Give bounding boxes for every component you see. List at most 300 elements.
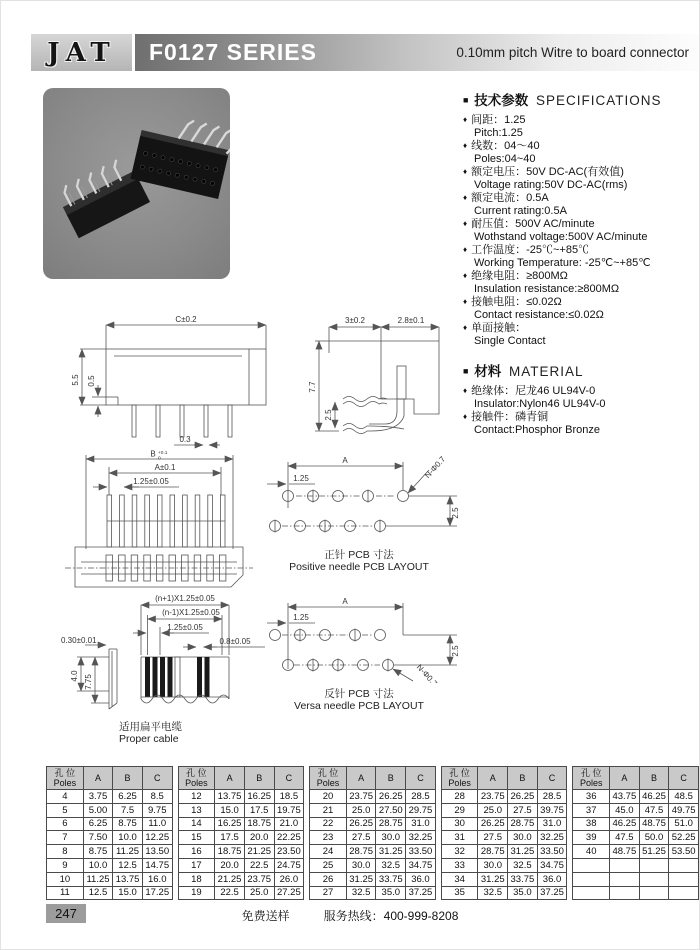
- table-row: [441, 886, 567, 900]
- table-row: [310, 803, 436, 817]
- table-row: [47, 872, 173, 886]
- table-cell: 23.50: [274, 845, 304, 859]
- table-row: [310, 831, 436, 845]
- table-cell: 26: [310, 872, 347, 886]
- table-row: [47, 858, 173, 872]
- table-cell: 20.0: [244, 831, 274, 845]
- table-cell: 35.0: [508, 886, 538, 900]
- spec-item: [463, 385, 700, 410]
- product-photo: [43, 88, 230, 279]
- table-cell: [573, 872, 610, 886]
- table-row: [441, 858, 567, 872]
- table-cell: 5.00: [83, 803, 112, 817]
- table-row: [573, 845, 699, 859]
- table-cell: 4: [47, 790, 84, 804]
- material-heading-zh: 材料: [474, 364, 502, 379]
- table-row: [441, 845, 567, 859]
- table-cell: 33.50: [537, 845, 567, 859]
- col-header-c: C: [669, 767, 699, 790]
- table-cell: 29: [441, 803, 478, 817]
- col-header-b: B: [113, 767, 143, 790]
- table-cell: 25.0: [478, 803, 508, 817]
- table-row: [573, 886, 699, 900]
- table-cell: 20.0: [215, 858, 245, 872]
- table-cell: 13: [178, 803, 215, 817]
- table-cell: 26.25: [478, 817, 508, 831]
- material-heading: [463, 360, 700, 380]
- side-view-drawing: [299, 311, 461, 466]
- table-cell: 3.75: [83, 790, 112, 804]
- hotline-text: 服务热线：400-999-8208: [323, 909, 459, 923]
- table-cell: 22.25: [274, 831, 304, 845]
- free-sample-text: 免费送样: [241, 909, 290, 923]
- table-cell: 39: [573, 831, 610, 845]
- table-cell: 6: [47, 817, 84, 831]
- dim-label: (n+1)X1.25±0.05: [155, 594, 215, 603]
- footer-service-line: [1, 907, 699, 924]
- table-cell: 7: [47, 831, 84, 845]
- table-cell: 31: [441, 831, 478, 845]
- col-header-poles: 孔 位 Poles: [441, 767, 478, 790]
- table-cell: 26.25: [508, 790, 538, 804]
- col-header-poles: 孔 位 Poles: [310, 767, 347, 790]
- table-cell: 30: [441, 817, 478, 831]
- page-number: 247: [46, 904, 86, 923]
- table-cell: 17: [178, 858, 215, 872]
- spec-item: [463, 166, 700, 191]
- table-cell: 27.5: [346, 831, 376, 845]
- table-cell: 52.25: [669, 831, 699, 845]
- table-cell: [573, 858, 610, 872]
- spec-text-zh: 绝缘电阻：≥800MΩ: [471, 270, 568, 282]
- spec-text-en: Working Temperature: -25℃~+85℃: [474, 256, 651, 269]
- dim-label: A: [342, 597, 348, 606]
- table-cell: 27: [310, 886, 347, 900]
- diamond-bullet-icon: ♦: [463, 219, 468, 228]
- versa-pcb-caption-zh: 反针 PCB 寸法: [324, 688, 394, 700]
- dim-label: 1.25: [293, 613, 309, 622]
- table-row: [573, 803, 699, 817]
- spec-text-zh: 耐压值：500V AC/minute: [471, 218, 595, 230]
- table-cell: 28.5: [537, 790, 567, 804]
- table-cell: 34.75: [406, 858, 436, 872]
- table-cell: 49.75: [669, 803, 699, 817]
- table-cell: 11.25: [83, 872, 112, 886]
- specifications-list: [463, 114, 700, 347]
- table-cell: 36: [573, 790, 610, 804]
- col-header-c: C: [142, 767, 172, 790]
- dim-label: 2.5: [451, 645, 460, 657]
- col-header-c: C: [406, 767, 436, 790]
- table-cell: 23: [310, 831, 347, 845]
- table-cell: 20: [310, 790, 347, 804]
- material-heading-en: MATERIAL: [508, 364, 584, 379]
- table-cell: 38: [573, 817, 610, 831]
- table-cell: 12.5: [113, 858, 143, 872]
- table-row: [573, 817, 699, 831]
- table-cell: 18: [178, 872, 215, 886]
- poles-dimension-table: [309, 766, 436, 900]
- table-cell: 28.5: [406, 790, 436, 804]
- table-cell: 19.75: [274, 803, 304, 817]
- cable-lines: [77, 605, 265, 709]
- table-cell: 24: [310, 845, 347, 859]
- table-cell: 33: [441, 858, 478, 872]
- table-cell: 31.0: [406, 817, 436, 831]
- spec-text-en: Pitch:1.25: [474, 126, 523, 139]
- table-cell: 31.25: [346, 872, 376, 886]
- table-cell: 48.75: [610, 845, 640, 859]
- spec-text-en: Wothstand voltage:500V AC/minute: [474, 230, 648, 243]
- dim-label: 2.5: [324, 409, 333, 421]
- spec-item: [463, 270, 700, 295]
- spec-text-zh: 额定电压：50V DC-AC(有效值): [471, 166, 624, 178]
- spec-text-zh: 额定电流：0.5A: [471, 192, 549, 204]
- table-row: [441, 872, 567, 886]
- col-header-a: A: [215, 767, 245, 790]
- dim-label: (n-1)X1.25±0.05: [162, 608, 220, 617]
- table-cell: 10.0: [113, 831, 143, 845]
- table-cell: 48.75: [639, 817, 669, 831]
- table-cell: 16.25: [215, 817, 245, 831]
- poles-dimension-table: [572, 766, 699, 900]
- table-cell: 34: [441, 872, 478, 886]
- table-cell: 40: [573, 845, 610, 859]
- table-cell: [669, 872, 699, 886]
- table-cell: 10.0: [83, 858, 112, 872]
- specifications-heading-zh: 技术参数: [474, 93, 529, 108]
- table-cell: 21.0: [274, 817, 304, 831]
- table-row: [310, 858, 436, 872]
- table-row: [178, 831, 304, 845]
- table-cell: 26.25: [376, 790, 406, 804]
- table-cell: 17.5: [244, 803, 274, 817]
- diamond-bullet-icon: ♦: [463, 323, 468, 332]
- dim-label: N-Φ0.7: [414, 662, 439, 683]
- table-cell: 32.25: [537, 831, 567, 845]
- table-cell: 35: [441, 886, 478, 900]
- table-cell: 16: [178, 845, 215, 859]
- dim-label: 2.8±0.1: [397, 316, 425, 325]
- table-cell: 9: [47, 858, 84, 872]
- table-cell: [639, 886, 669, 900]
- table-row: [573, 872, 699, 886]
- table-cell: 28.75: [508, 817, 538, 831]
- specifications-heading-en: SPECIFICATIONS: [535, 93, 662, 108]
- table-cell: 15: [178, 831, 215, 845]
- spec-text-en: Insulation resistance:≥800MΩ: [474, 282, 620, 295]
- table-cell: 29.75: [406, 803, 436, 817]
- poles-dimension-table: [46, 766, 173, 900]
- table-cell: 22.5: [244, 858, 274, 872]
- table-cell: 36.0: [406, 872, 436, 886]
- table-cell: 31.25: [508, 845, 538, 859]
- poles-dimension-table: [178, 766, 305, 900]
- spec-text-zh: 接触电阻：≤0.02Ω: [471, 296, 562, 308]
- table-row: [310, 872, 436, 886]
- table-cell: 30.0: [478, 858, 508, 872]
- table-cell: 7.50: [83, 831, 112, 845]
- table-cell: 13.75: [113, 872, 143, 886]
- table-cell: 35.0: [376, 886, 406, 900]
- table-row: [178, 803, 304, 817]
- table-cell: 8.5: [142, 790, 172, 804]
- table-row: [441, 790, 567, 804]
- table-cell: 15.0: [215, 803, 245, 817]
- dim-label: A±0.1: [154, 463, 176, 472]
- table-row: [47, 817, 173, 831]
- table-cell: 13.75: [215, 790, 245, 804]
- table-cell: 32.5: [376, 858, 406, 872]
- table-cell: 51.0: [669, 817, 699, 831]
- table-row: [441, 817, 567, 831]
- table-row: [178, 817, 304, 831]
- table-cell: 28: [441, 790, 478, 804]
- col-header-a: A: [610, 767, 640, 790]
- side-view-lines: [315, 327, 439, 434]
- table-cell: 47.5: [610, 831, 640, 845]
- dim-label: 1.25±0.05: [133, 477, 169, 486]
- dim-label: 0.3: [179, 435, 191, 444]
- table-cell: 46.25: [610, 817, 640, 831]
- table-cell: 22.5: [215, 886, 245, 900]
- spec-text-en: Poles:04~40: [474, 152, 536, 165]
- col-header-c: C: [537, 767, 567, 790]
- dim-label: 4.0: [70, 670, 79, 682]
- dim-label: 7.75: [84, 674, 93, 690]
- table-cell: 8.75: [113, 817, 143, 831]
- diamond-bullet-icon: ♦: [463, 167, 468, 176]
- diamond-bullet-icon: ♦: [463, 141, 468, 150]
- table-cell: 32: [441, 845, 478, 859]
- dim-label: 1.25: [293, 474, 309, 483]
- page-title: F0127 SERIES: [149, 39, 317, 65]
- table-cell: 23.75: [478, 790, 508, 804]
- table-row: [47, 831, 173, 845]
- table-cell: 7.5: [113, 803, 143, 817]
- diamond-bullet-icon: ♦: [463, 386, 468, 395]
- square-bullet-icon: ■: [463, 366, 469, 376]
- table-cell: 21: [310, 803, 347, 817]
- table-cell: [669, 886, 699, 900]
- square-bullet-icon: ■: [463, 95, 469, 105]
- table-cell: 45.0: [610, 803, 640, 817]
- dim-label: C±0.2: [175, 315, 197, 324]
- spec-item: [463, 114, 700, 139]
- spec-item: [463, 411, 700, 436]
- spec-text-en: Voltage rating:50V DC-AC(rms): [474, 178, 628, 191]
- spec-text-zh: 工作温度：-25℃~+85℃: [471, 244, 590, 256]
- table-row: [178, 858, 304, 872]
- table-cell: 36.0: [537, 872, 567, 886]
- table-cell: 31.25: [478, 872, 508, 886]
- spec-item: [463, 218, 700, 243]
- spec-text-zh: 单面接触：: [471, 322, 527, 334]
- col-header-b: B: [376, 767, 406, 790]
- col-header-a: A: [83, 767, 112, 790]
- dim-tolerance: 0: [158, 456, 161, 462]
- table-cell: 51.25: [639, 845, 669, 859]
- table-cell: 11: [47, 886, 84, 900]
- table-cell: 16.0: [142, 872, 172, 886]
- table-cell: 17.5: [215, 831, 245, 845]
- spec-text-en: Contact:Phosphor Bronze: [474, 423, 600, 436]
- table-cell: 37: [573, 803, 610, 817]
- table-cell: 39.75: [537, 803, 567, 817]
- table-cell: 14: [178, 817, 215, 831]
- diamond-bullet-icon: ♦: [463, 297, 468, 306]
- spec-text-zh: 间距：1.25: [471, 114, 526, 126]
- table-cell: 25.0: [244, 886, 274, 900]
- col-header-b: B: [508, 767, 538, 790]
- dim-tolerance: +0.1: [158, 451, 168, 456]
- cable-drawing: [33, 591, 288, 745]
- table-cell: [639, 858, 669, 872]
- dim-label: 1.25±0.05: [167, 623, 203, 632]
- col-header-poles: 孔 位 Poles: [47, 767, 84, 790]
- table-cell: 21.25: [244, 845, 274, 859]
- table-row: [47, 886, 173, 900]
- col-header-c: C: [274, 767, 304, 790]
- table-cell: 28.75: [478, 845, 508, 859]
- table-cell: 11.25: [113, 845, 143, 859]
- spec-text-en: Contact resistance:≤0.02Ω: [474, 308, 604, 321]
- table-cell: 12: [178, 790, 215, 804]
- table-row: [310, 817, 436, 831]
- table-row: [178, 790, 304, 804]
- table-cell: 37.25: [537, 886, 567, 900]
- col-header-poles: 孔 位 Poles: [573, 767, 610, 790]
- spec-item: [463, 244, 700, 269]
- table-cell: 31.25: [376, 845, 406, 859]
- spec-item: [463, 140, 700, 165]
- specifications-heading: [463, 89, 700, 109]
- series-subtitle: 0.10mm pitch Witre to board connector: [456, 45, 689, 60]
- table-cell: 11.0: [142, 817, 172, 831]
- connector-right: [130, 110, 230, 202]
- table-cell: 12.25: [142, 831, 172, 845]
- connector-photo-illustration: [43, 88, 230, 279]
- spec-item: [463, 296, 700, 321]
- poles-dimension-table: [441, 766, 568, 900]
- diamond-bullet-icon: ♦: [463, 115, 468, 124]
- table-cell: 48.5: [669, 790, 699, 804]
- cable-caption-zh: 适用扁平电缆: [119, 721, 182, 733]
- cable-caption-en: Proper cable: [119, 733, 179, 745]
- table-row: [178, 845, 304, 859]
- col-header-a: A: [478, 767, 508, 790]
- table-cell: 30.0: [508, 831, 538, 845]
- table-row: [310, 790, 436, 804]
- table-cell: [573, 886, 610, 900]
- table-row: [47, 790, 173, 804]
- table-cell: 22: [310, 817, 347, 831]
- table-cell: 47.5: [639, 803, 669, 817]
- col-header-b: B: [244, 767, 274, 790]
- table-row: [178, 886, 304, 900]
- table-cell: 30.0: [376, 831, 406, 845]
- positive-pcb-caption-zh: 正针 PCB 寸法: [324, 549, 394, 561]
- diamond-bullet-icon: ♦: [463, 412, 468, 421]
- table-cell: [669, 858, 699, 872]
- table-cell: 10: [47, 872, 84, 886]
- table-cell: 32.5: [346, 886, 376, 900]
- table-cell: 6.25: [113, 790, 143, 804]
- table-cell: 46.25: [639, 790, 669, 804]
- table-row: [573, 790, 699, 804]
- dim-label: 0.30±0.01: [61, 636, 97, 645]
- table-cell: 37.25: [406, 886, 436, 900]
- table-cell: 32.25: [406, 831, 436, 845]
- dim-label: A: [342, 456, 348, 465]
- diamond-bullet-icon: ♦: [463, 193, 468, 202]
- table-row: [441, 803, 567, 817]
- table-cell: 27.5: [508, 803, 538, 817]
- dim-label: B: [150, 449, 156, 459]
- table-row: [47, 845, 173, 859]
- table-cell: [610, 886, 640, 900]
- spec-text-en: Single Contact: [474, 334, 546, 347]
- col-header-b: B: [639, 767, 669, 790]
- dim-label: 5.5: [71, 374, 80, 386]
- diamond-bullet-icon: ♦: [463, 271, 468, 280]
- dimension-tables: [46, 766, 699, 900]
- table-cell: [639, 872, 669, 886]
- pin-array-drawing: [61, 449, 257, 599]
- table-cell: 18.5: [274, 790, 304, 804]
- dim-label: 0.8±0.05: [219, 637, 251, 646]
- spec-text-en: Current rating:0.5A: [474, 204, 567, 217]
- positive-pcb-layout: [253, 456, 465, 573]
- table-cell: 8: [47, 845, 84, 859]
- spec-text-zh: 线数：04～40: [471, 140, 540, 152]
- spec-text-en: Insulator:Nylon46 UL94V-0: [474, 397, 606, 410]
- table-row: [47, 803, 173, 817]
- table-row: [441, 831, 567, 845]
- table-cell: 23.75: [346, 790, 376, 804]
- table-row: [178, 872, 304, 886]
- table-cell: 27.5: [478, 831, 508, 845]
- versa-pcb-caption-en: Versa needle PCB LAYOUT: [294, 700, 424, 712]
- table-cell: 28.75: [346, 845, 376, 859]
- diamond-bullet-icon: ♦: [463, 245, 468, 254]
- table-cell: 18.75: [244, 817, 274, 831]
- material-list: [463, 385, 700, 436]
- table-cell: 28.75: [376, 817, 406, 831]
- table-cell: 9.75: [142, 803, 172, 817]
- versa-pcb-layout: [253, 597, 465, 712]
- dim-label: 2.5: [451, 507, 460, 519]
- table-cell: 6.25: [83, 817, 112, 831]
- front-view-drawing: [36, 311, 301, 464]
- table-cell: 25: [310, 858, 347, 872]
- spec-text-zh: 绝缘体：尼龙46 UL94V-0: [471, 385, 596, 397]
- table-cell: 53.50: [669, 845, 699, 859]
- table-cell: 16.25: [244, 790, 274, 804]
- spec-text-zh: 接触件：磷青铜: [471, 411, 549, 423]
- specifications-panel: [463, 89, 700, 437]
- table-cell: 32.5: [508, 858, 538, 872]
- table-cell: 34.75: [537, 858, 567, 872]
- table-cell: 27.25: [274, 886, 304, 900]
- table-cell: 24.75: [274, 858, 304, 872]
- table-row: [573, 831, 699, 845]
- table-row: [573, 858, 699, 872]
- table-cell: 50.0: [639, 831, 669, 845]
- table-cell: [610, 858, 640, 872]
- table-cell: 15.0: [113, 886, 143, 900]
- dim-label: N-Φ0.7: [423, 456, 448, 480]
